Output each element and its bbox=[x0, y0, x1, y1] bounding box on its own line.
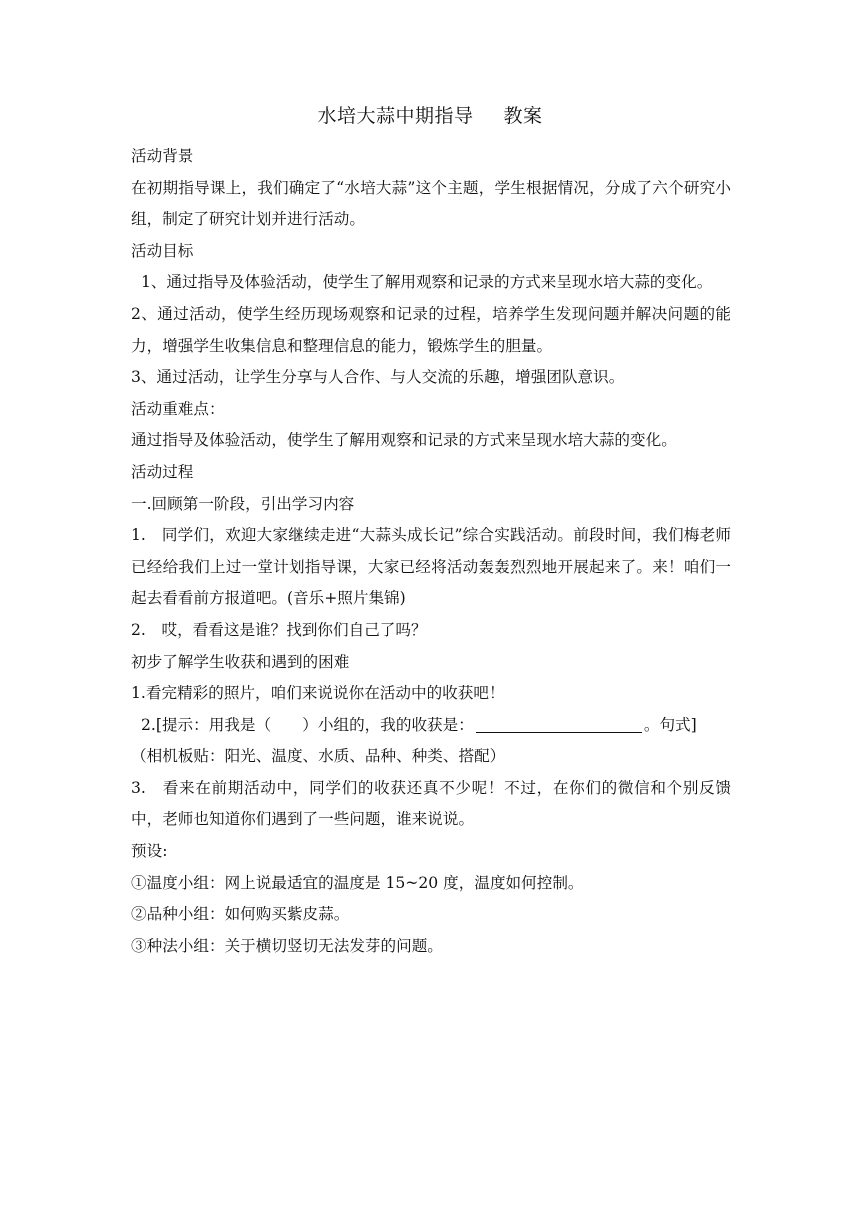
document-title bbox=[0, 101, 860, 131]
process-heading: 活动过程 bbox=[131, 462, 194, 481]
fill-in-blank-line bbox=[476, 716, 642, 733]
title-tail: 教案 bbox=[503, 105, 543, 127]
step2-item-3: 3. 看来在前期活动中，同学们的收获还真不少呢！不过，在你们的微信和个别反馈中，老师也知道你们遇到了一些问题，谁来说说。 bbox=[131, 778, 731, 829]
document-body bbox=[131, 141, 731, 962]
background-heading: 活动背景 bbox=[131, 147, 194, 165]
preset-item-1: ①温度小组：网上说最适宜的温度是 15~20 度，温度如何控制。 bbox=[131, 873, 584, 892]
key-points-paragraph: 通过指导及体验活动，使学生了解用观察和记录的方式来呈现水培大蒜的变化。 bbox=[131, 431, 677, 450]
step2-note: （相机板贴：阳光、温度、水质、品种、种类、搭配） bbox=[131, 747, 506, 766]
step2-item-1: 1.看完精彩的照片，咱们来说说你在活动中的收获吧！ bbox=[131, 684, 505, 703]
background-paragraph: 在初期指导课上，我们确定了“水培大蒜”这个主题，学生根据情况，分成了六个研究小组，制定了研究计划并进行活动。 bbox=[131, 178, 731, 229]
step1-heading: 一.回顾第一阶段，引出学习内容 bbox=[131, 494, 355, 513]
key-points-heading: 活动重难点： bbox=[131, 399, 225, 418]
step2-item-2-suffix: 。句式] bbox=[643, 715, 697, 734]
preset-item-2: ②品种小组：如何购买紫皮蒜。 bbox=[131, 905, 350, 924]
step2-item-2-prefix: 2.[提示：用我是（ ）小组的，我的收获是： bbox=[141, 715, 474, 734]
step1-item-2: 2. 哎，看看这是谁？找到你们自己了吗？ bbox=[131, 620, 427, 639]
step2-heading: 初步了解学生收获和遇到的困难 bbox=[131, 652, 350, 671]
goal-item-3: 3、通过活动，让学生分享与人合作、与人交流的乐趣，增强团队意识。 bbox=[131, 368, 625, 387]
preset-item-3: ③种法小组：关于横切竖切无法发芽的问题。 bbox=[131, 936, 443, 955]
goal-item-2: 2、通过活动，使学生经历现场观察和记录的过程，培养学生发现问题并解决问题的能力，增强学生收集信息和整理信息的能力，锻炼学生的胆量。 bbox=[131, 304, 731, 355]
goal-item-1: 1、通过指导及体验活动，使学生了解用观察和记录的方式来呈现水培大蒜的变化。 bbox=[141, 273, 713, 292]
title-main: 水培大蒜中期指导 bbox=[317, 105, 474, 127]
step2-item-2 bbox=[131, 710, 731, 742]
step1-item-1: 1. 同学们，欢迎大家继续走进“大蒜头成长记”综合实践活动。前段时间，我们梅老师已经给我们上过一堂计划指导课，大家已经将活动轰轰烈烈地开展起来了。来！咱们一起去看看前方报道吧。(音乐+照片集锦) bbox=[131, 526, 731, 608]
preset-heading: 预设: bbox=[131, 842, 168, 861]
goals-heading: 活动目标 bbox=[131, 241, 194, 260]
